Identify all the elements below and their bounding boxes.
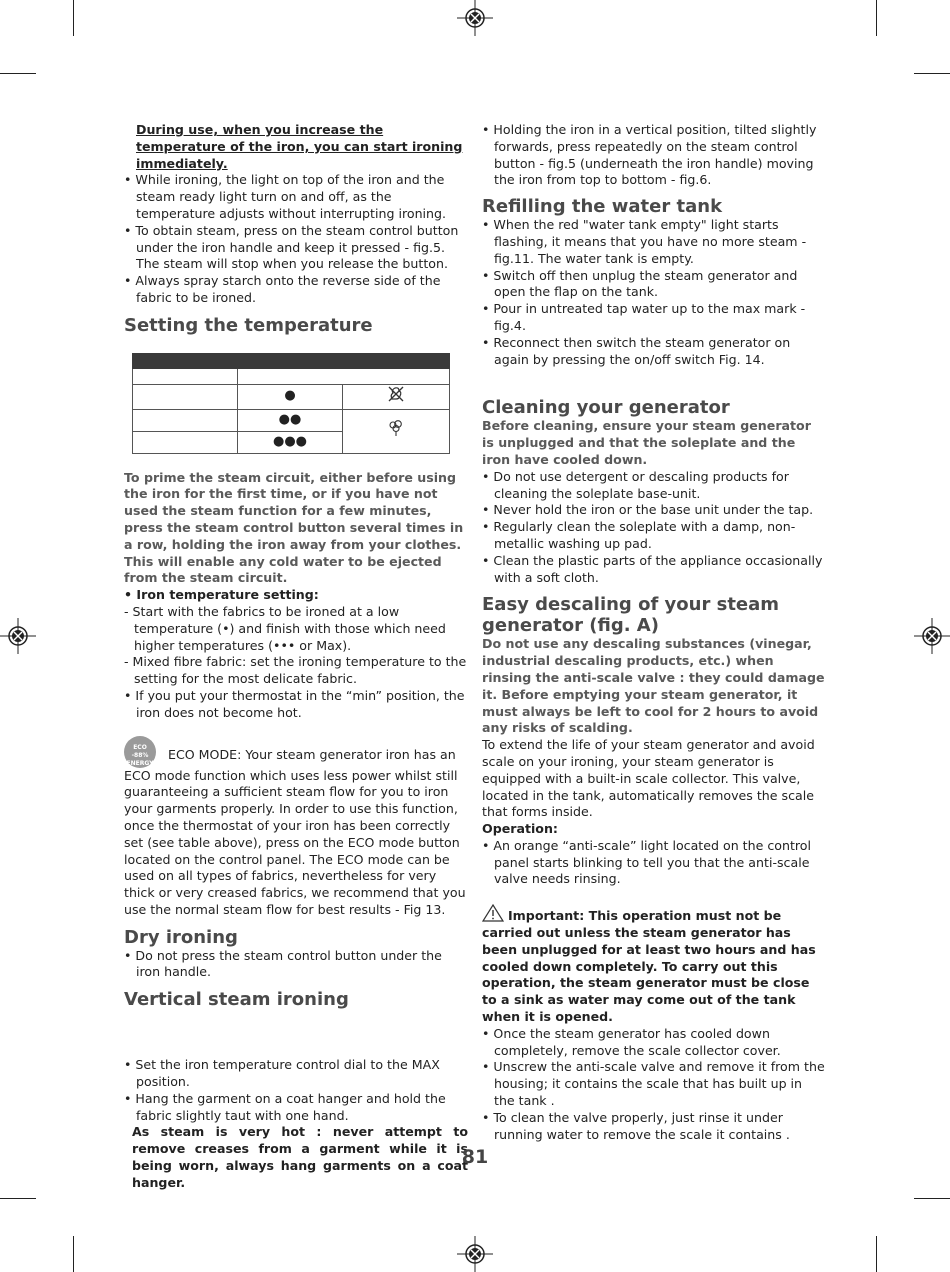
important-paragraph [482, 904, 826, 1026]
temperature-dash-item: - Start with the fabrics to be ironed at a low temperature (•) and finish with those which need higher temperatures (••• or Max). [124, 603, 446, 653]
important-text: Important: This operation must not be carried out unless the steam generator has been unplugged for at least two hours and has cooled down completely. To carry out this operation, the steam generator must be close to a sink as water may come out of the tank when it is opened. [482, 908, 816, 1025]
registration-mark-icon [457, 0, 493, 36]
refill-bullet: • Pour in untreated tap water up to the max mark - fig.4. [482, 301, 806, 333]
descaling-text: To extend the life of your steam generator and avoid scale on your ironing, your steam generator is equipped with a built-in scale collector. This valve, located in the tank, automatically removes the scale that forms inside. [482, 737, 815, 820]
table-row [133, 384, 450, 409]
crop-mark [73, 1236, 74, 1272]
vertical-bullet: • Hang the garment on a coat hanger and hold the fabric slightly taut with one hand. [124, 1090, 446, 1123]
vertical-warning: As steam is very hot : never attempt to remove creases from a garment while it is being worn, always hang garments on a coat hanger. [132, 1124, 468, 1190]
crop-mark [876, 1236, 877, 1272]
eco-mode-paragraph [124, 736, 468, 919]
warning-triangle-icon [482, 904, 504, 922]
thermostat-bullet: • If you put your thermostat in the “min” position, the iron does not become hot. [124, 687, 465, 720]
crop-mark [0, 73, 36, 74]
temperature-table [132, 353, 450, 454]
vertical-continued-bullet: • Holding the iron in a vertical position, tilted slightly forwards, press repeatedly on the steam control button - fig.5 (underneath the iron handle) moving the iron from top to bottom - fig.6. [482, 122, 817, 188]
crop-mark [0, 1198, 36, 1199]
cleaning-bullet: • Never hold the iron or the base unit under the tap. [482, 502, 814, 518]
dry-ironing-bullet: • Do not press the steam control button under the iron handle. [124, 947, 442, 980]
crop-mark [876, 0, 877, 36]
intro-underlined: During use, when you increase the temperature of the iron, you can start ironing immediately. [136, 122, 463, 171]
registration-mark-icon [457, 1236, 493, 1272]
right-column [482, 122, 826, 1143]
cleaning-bullet: • Clean the plastic parts of the appliance occasionally with a soft cloth. [482, 552, 823, 585]
temperature-dots: ● [238, 384, 343, 409]
intro-bullet: • While ironing, the light on top of the iron and the steam ready light turn on and off, as the temperature adjusts without interrupting ironing. [124, 172, 447, 221]
left-column [124, 122, 468, 1192]
no-steam-icon [343, 384, 450, 409]
refill-bullet: • When the red "water tank empty" light starts flashing, it means that you have no more steam - fig.11. The water tank is empty. [482, 217, 807, 266]
section-heading-dry-ironing: Dry ironing [124, 926, 238, 948]
vertical-bullet: • Set the iron temperature control dial to the MAX position. [124, 1057, 440, 1090]
registration-mark-icon [0, 618, 36, 654]
section-heading-cleaning: Cleaning your generator [482, 397, 730, 419]
eco-mode-text: ECO MODE: Your steam generator iron has an ECO mode function which uses less power whilst still guaranteeing a sufficient steam flow for you to iron your garments properly. In order to use this function, once the thermostat of your iron has been correctly set (see table above), press on the ECO mode button located on the control panel. The ECO mode can be used on all types of fabrics, nevertheless for very thick or very creased fabrics, we recommend that you use the normal steam flow for best results - Fig 13. [124, 746, 466, 917]
temperature-dots: ●●● [238, 431, 343, 453]
registration-mark-icon [914, 618, 950, 654]
crop-mark [73, 0, 74, 36]
eco-energy-icon: ECO -88% ENERGY [124, 736, 156, 768]
operation-label: Operation: [482, 821, 558, 837]
final-bullet: • Unscrew the anti-scale valve and remove it from the housing; it contains the scale that has built up in the tank . [482, 1059, 825, 1109]
temperature-dash-item: - Mixed fibre fabric: set the ironing temperature to the setting for the most delicate fabric. [124, 654, 467, 687]
cleaning-bullet: • Do not use detergent or descaling products for cleaning the soleplate base-unit. [482, 468, 789, 501]
crop-mark [914, 73, 950, 74]
refill-bullet: • Reconnect then switch the steam generator on again by pressing the on/off switch Fig. 14. [482, 334, 791, 367]
section-heading-descaling: Easy descaling of your steam generator (fig. A) [482, 594, 780, 637]
descaling-warning: Do not use any descaling substances (vinegar, industrial descaling products, etc.) when rinsing the anti-scale valve : they could damage it. Before emptying your steam generator, it must always be left to cool for 2 hours to avoid any risks of scalding. [482, 636, 825, 736]
table-row [133, 368, 450, 384]
intro-bullet: • To obtain steam, press on the steam control button under the iron handle and keep it pressed - fig.5. The steam will stop when you release the button. [124, 222, 459, 272]
final-bullet: • Once the steam generator has cooled down completely, remove the scale collector cover. [482, 1025, 781, 1058]
section-heading-refilling: Refilling the water tank [482, 196, 723, 218]
prime-steam-text: To prime the steam circuit, either before using the iron for the first time, or if you have not used the steam function for a few minutes, press the steam control button several times in a row, holding the iron away from your clothes. This will enable any cold water to be ejected from the steam circuit. [124, 469, 464, 586]
final-bullet: • To clean the valve properly, just rinse it under running water to remove the scale it contains . [482, 1109, 790, 1142]
section-heading-setting-temperature: Setting the temperature [124, 314, 373, 336]
table-row [133, 409, 450, 431]
refill-bullet: • Switch off then unplug the steam generator and open the flap on the tank. [482, 267, 798, 300]
section-heading-vertical-steam: Vertical steam ironing [124, 989, 349, 1011]
iron-temperature-label: • Iron temperature setting: [124, 587, 319, 603]
table-header-row [133, 353, 450, 368]
cleaning-warning: Before cleaning, ensure your steam generator is unplugged and that the soleplate and the iron have cooled down. [482, 418, 811, 467]
intro-bullet: • Always spray starch onto the reverse side of the fabric to be ironed. [124, 273, 441, 305]
crop-mark [914, 1198, 950, 1199]
temperature-dots: ●● [238, 409, 343, 431]
operation-bullet: • An orange “anti-scale” light located on the control panel starts blinking to tell you that the anti-scale valve needs rinsing. [482, 837, 811, 887]
page-number: 81 [461, 1146, 489, 1168]
cleaning-bullet: • Regularly clean the soleplate with a damp, non-metallic washing up pad. [482, 519, 796, 551]
steam-icon [343, 409, 450, 453]
